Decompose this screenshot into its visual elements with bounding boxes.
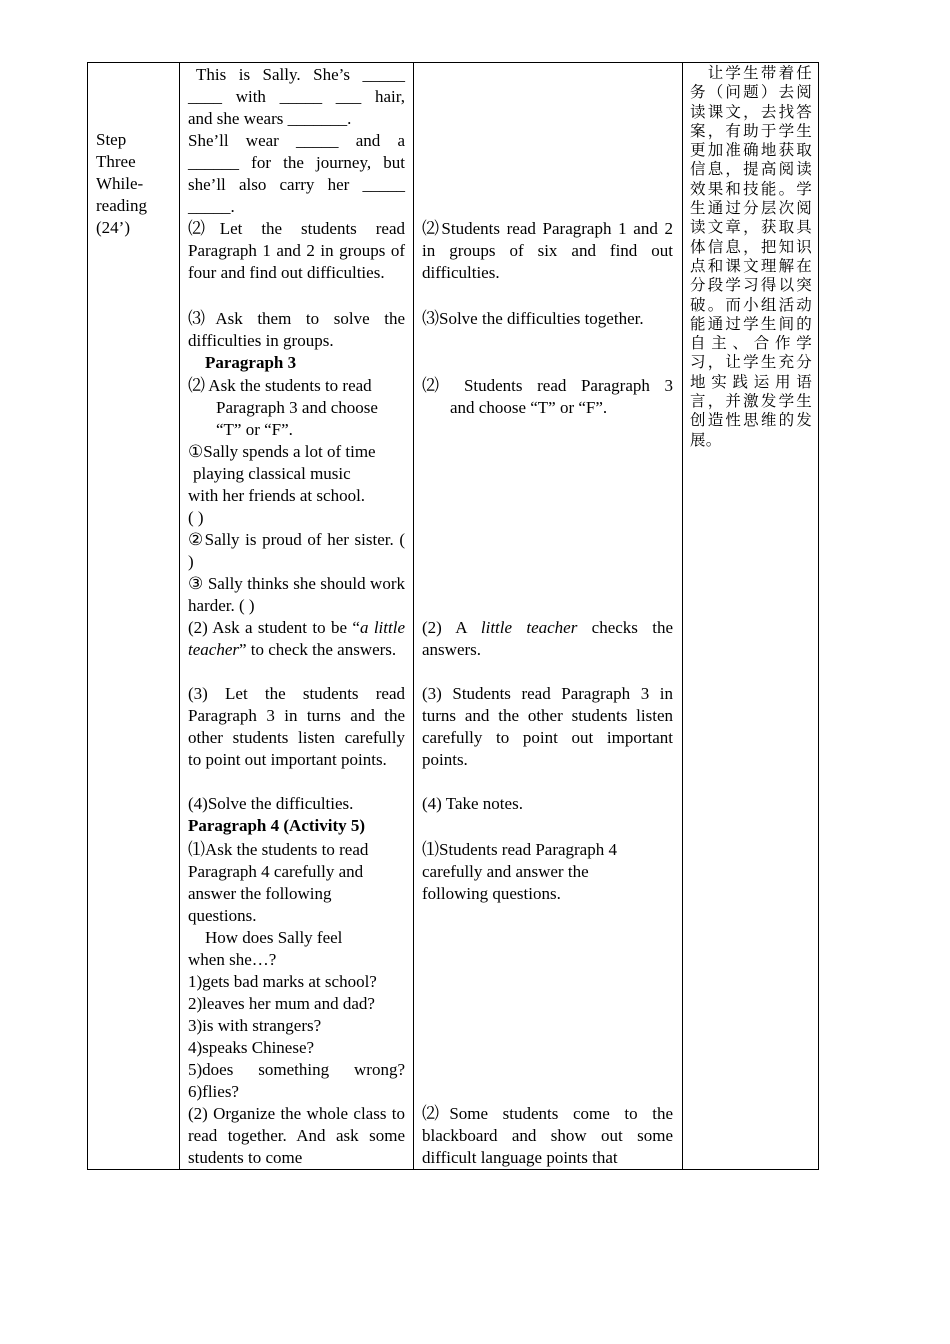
tf-question-1-line-1: ①Sally spends a lot of time — [188, 442, 376, 461]
fill-blank-line-3: and she wears _______. — [188, 109, 352, 128]
question-item-5: 5)does something wrong? — [188, 1060, 405, 1079]
student-little-teacher-emphasis: little teacher — [480, 618, 578, 637]
student-step-little-teacher — [422, 617, 673, 661]
little-teacher-text-post: ” to check the answers. — [238, 640, 397, 659]
fill-blank-line-1: This is Sally. She’s _____ — [196, 65, 405, 84]
tf-question-3: ③ Sally thinks she should work harder. ( ) — [188, 574, 405, 615]
question-item-6: 6)flies? — [188, 1082, 239, 1101]
student-step-read-in-turns: (3) Students read Paragraph 3 in turns and the other students listen carefully to point out important points. — [422, 684, 673, 769]
column-divider-2 — [413, 62, 414, 1170]
teacher-step-true-false-line-2: Paragraph 3 and choose — [216, 398, 378, 417]
paragraph-3-heading: Paragraph 3 — [205, 353, 297, 372]
question-item-1: 1)gets bad marks at school? — [188, 972, 377, 991]
design-purpose-text: 让学生带着任务（问题）去阅读课文，去找答案，有助于学生更加准确地获取信息，提高阅读效果和技能。学生通过分层次阅读文章，获取具体信息，把知识点和课文理解在分段学习得以突破。而小组活动能通过学生间的自主、合作学习，让学生充分地实践运用语言，并激发学生创造性思维的发展。 — [690, 64, 812, 449]
student-activity-cell — [422, 62, 673, 1170]
tf-question-1-line-2: playing classical music — [193, 464, 351, 483]
teacher-step-questions-line-3: answer the following — [188, 884, 332, 903]
fill-blank-line-4: She’ll wear _____ and a — [188, 131, 405, 150]
student-little-teacher-pre: (2) A — [422, 618, 481, 637]
question-prompt-line-2: when she…? — [188, 950, 277, 969]
teacher-step-read-p1-p2: ⑵Let the students read Paragraph 1 and 2 in groups of four and find out difficulties. — [188, 219, 405, 282]
teacher-step-little-teacher — [188, 617, 405, 661]
step-time: (24’) — [96, 218, 130, 237]
teacher-activity-cell — [188, 62, 405, 1170]
question-item-2: 2)leaves her mum and dad? — [188, 994, 375, 1013]
student-step-questions-line-1: ⑴Students read Paragraph 4 — [422, 840, 617, 859]
little-teacher-emphasis: a little teacher — [188, 618, 405, 659]
step-label-line-3: While- — [96, 174, 144, 193]
step-label-line-4: reading — [96, 196, 147, 215]
teacher-step-solve-difficulties: ⑶Ask them to solve the difficulties in groups. — [188, 309, 405, 350]
question-prompt-line-1: How does Sally feel — [205, 928, 343, 947]
student-step-solve: ⑶Solve the difficulties together. — [422, 309, 644, 328]
teacher-step-true-false-line-1: ⑵ Ask the students to read — [188, 376, 372, 395]
teacher-step-read-together: (2) Organize the whole class to read together. And ask some students to come — [188, 1104, 405, 1167]
teacher-step-read-in-turns: (3) Let the students read Paragraph 3 in turns and the other students listen carefully to point out important points. — [188, 684, 405, 769]
step-label-line-2: Three — [96, 152, 136, 171]
paragraph-4-heading: Paragraph 4 (Activity 5) — [188, 816, 366, 835]
teacher-step-questions-line-2: Paragraph 4 carefully and — [188, 862, 364, 881]
student-step-questions-line-3: following questions. — [422, 884, 561, 903]
question-item-3: 3)is with strangers? — [188, 1016, 322, 1035]
column-divider-1 — [179, 62, 180, 1170]
fill-blank-line-7: _____. — [188, 197, 235, 216]
little-teacher-text-pre: (2) Ask a student to be “ — [188, 618, 360, 637]
student-step-read-p1-p2: ⑵Students read Paragraph 1 and 2 in groups of six and find out difficulties. — [422, 219, 673, 282]
teacher-step-questions-line-1: ⑴Ask the students to read — [188, 840, 369, 859]
tf-question-1-line-3: with her friends at school. — [188, 486, 366, 505]
student-step-blackboard: ⑵Some students come to the blackboard and show out some difficult language points that — [422, 1104, 673, 1167]
purpose-cell — [690, 62, 812, 1170]
column-divider-3 — [682, 62, 683, 1170]
fill-blank-line-2: ____ with _____ ___ hair, — [188, 87, 405, 106]
tf-question-1-answer-blank: ( ) — [188, 508, 204, 527]
tf-question-2: ②Sally is proud of her sister. ( ) — [188, 530, 405, 571]
student-step-true-false-line-2: and choose “T” or “F”. — [450, 398, 608, 417]
question-item-4: 4)speaks Chinese? — [188, 1038, 315, 1057]
student-little-teacher-post: checks the answers. — [422, 618, 674, 659]
step-label-line-1: Step — [96, 130, 127, 149]
student-step-true-false-line-1: ⑵ Students read Paragraph 3 — [422, 376, 673, 395]
table-border-left — [87, 62, 88, 1170]
student-step-questions-line-2: carefully and answer the — [422, 862, 589, 881]
table-border-right — [818, 62, 819, 1170]
teacher-step-questions-line-4: questions. — [188, 906, 257, 925]
fill-blank-line-5: ______ for the journey, but — [188, 153, 405, 172]
teacher-step-solve-difficulties-2: (4)Solve the difficulties. — [188, 794, 354, 813]
fill-blank-line-6: she’ll also carry her _____ — [188, 175, 405, 194]
step-cell — [96, 62, 176, 1170]
student-step-take-notes: (4) Take notes. — [422, 794, 523, 813]
teacher-step-true-false-line-3: “T” or “F”. — [216, 420, 293, 439]
